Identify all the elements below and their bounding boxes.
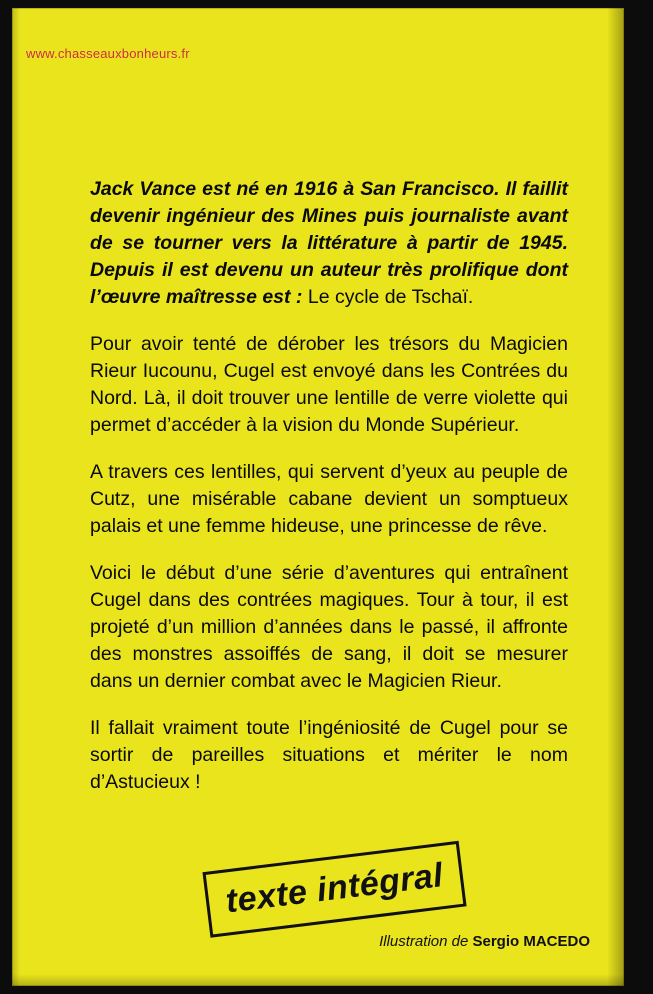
illustration-credit-name: Sergio MACEDO <box>472 933 590 950</box>
blurb-paragraph-1: Pour avoir tenté de dérober les trésors du Magicien Rieur Iucounu, Cugel est envoyé dans les Contrées du Nord. Là, il doit trouver une lentille de verre violette qui permet d’accéder à la vision du Monde Supérieur. <box>90 333 568 436</box>
texte-integral-stamp <box>202 840 471 945</box>
site-watermark: www.chasseauxbonheurs.fr <box>26 46 190 61</box>
cover-bottom-edge-shading <box>12 974 624 986</box>
cover-left-edge-shading <box>12 8 20 986</box>
blurb-paragraph-2: A travers ces lentilles, qui servent d’yeux au peuple de Cutz, une misérable cabane devient un somptueux palais et une femme hideuse, une princesse de rêve. <box>90 461 568 537</box>
blurb-text-block <box>90 176 568 796</box>
book-cover <box>12 8 624 986</box>
illustration-credit <box>379 933 590 950</box>
blurb-paragraph-author-tail: Le cycle de Tschaï. <box>302 286 474 308</box>
cover-right-edge-shading <box>608 8 624 986</box>
stamp-label: texte intégral <box>223 856 446 921</box>
blurb-paragraph-4: Il fallait vraiment toute l’ingéniosité de Cugel pour se sortir de pareilles situations et mériter le nom d’Astucieux ! <box>90 717 568 793</box>
illustration-credit-prefix: Illustration de <box>379 933 473 950</box>
blurb-paragraph-author <box>90 176 568 311</box>
blurb-paragraph-author-italic: Jack Vance est né en 1916 à San Francisco. Il faillit devenir ingénieur des Mines puis journaliste avant de se tourner vers la littérature à partir de 1945. Depuis il est devenu un auteur très prolifique dont l’œuvre maîtresse est : <box>90 178 568 308</box>
blurb-paragraph-3: Voici le début d’une série d’aventures qui entraînent Cugel dans des contrées magiques. Tour à tour, il est projeté d’un million d’années dans le passé, il affronte des monstres assoiffés de sang, il doit se mesurer dans un dernier combat avec le Magicien Rieur. <box>90 562 568 692</box>
